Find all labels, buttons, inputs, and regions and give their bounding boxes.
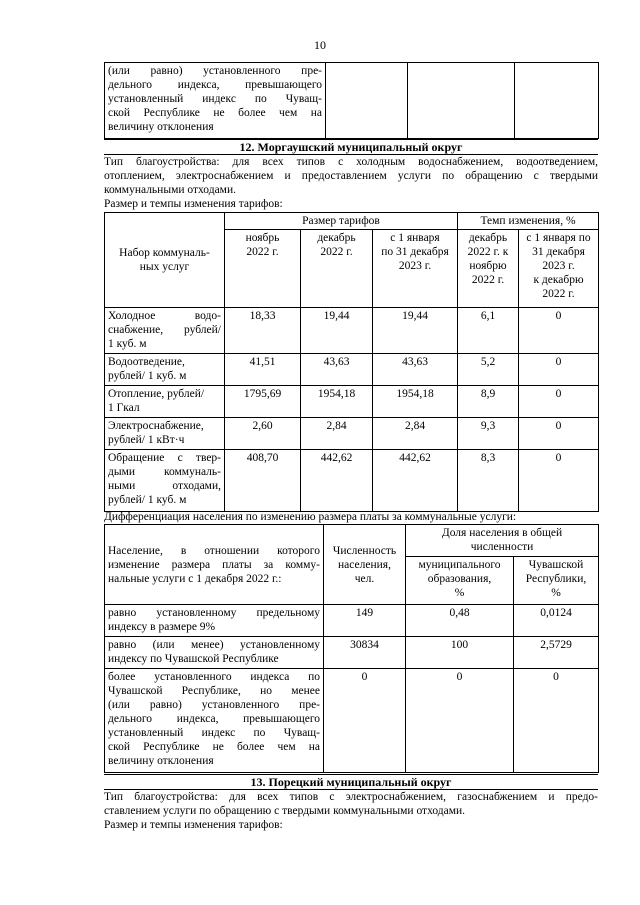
table-row — [105, 308, 599, 354]
value-chr: 0 — [514, 669, 599, 773]
value-rate-jan: 0 — [519, 450, 599, 512]
value-dec: 19,44 — [301, 308, 373, 354]
table-row — [105, 354, 599, 386]
diff-label: Дифференциация населения по изменению размера платы за коммунальные услуги: — [104, 511, 517, 523]
value-rate-jan: 0 — [519, 386, 599, 418]
header-population: Население, в отношении которого изменение размера платы за комму- нальные услуги с 1 декабря 2022 г.: — [105, 525, 324, 605]
sizes-label: Размер и темпы изменения тарифов: — [104, 819, 283, 831]
header-share-group: Доля населения в общей численности — [406, 525, 599, 557]
intro-line: Тип благоустройства: для всех типов с холодным водоснабжением, водоотведением, — [104, 156, 598, 168]
table-row — [105, 386, 599, 418]
intro-line: коммунальными отходами. — [104, 184, 236, 196]
population-name: более установленного индекса по Чувашской Республике, но менее (или равно) установленного пре- дельного индекса, превышающего установленный индекс по Чуващ- ской Республике не более чем на величину отклонения — [105, 669, 324, 773]
value-rate-jan: 0 — [519, 354, 599, 386]
table-row — [105, 450, 599, 512]
tariff-table — [104, 212, 599, 512]
service-name: Обращение с твер- дыми коммуналь- ными отходами, рублей/ 1 куб. м — [105, 450, 225, 512]
value-rate-dec: 8,3 — [458, 450, 519, 512]
intro-line: ставлением услуги по обращению с твердыми коммунальными отходами. — [104, 805, 466, 817]
service-name: Электроснабжение, рублей/ 1 кВт·ч — [105, 418, 225, 450]
value-rate-dec: 9,3 — [458, 418, 519, 450]
header-rate-group: Темп изменения, % — [458, 213, 599, 230]
empty-cell — [326, 63, 408, 139]
section-13-intro — [104, 790, 598, 832]
value-count: 149 — [324, 605, 406, 637]
value-mun: 0 — [406, 669, 514, 773]
population-table — [104, 524, 599, 773]
value-rate-dec: 5,2 — [458, 354, 519, 386]
table-row — [105, 418, 599, 450]
header-jan: с 1 января по 31 декабря 2023 г. — [373, 230, 458, 308]
top-table-text-cell — [105, 63, 326, 139]
header-rate-dec: декабрь 2022 г. к ноябрю 2022 г. — [458, 230, 519, 308]
text-line: (или равно) установленного пре- — [108, 65, 322, 77]
header-line: Набор коммуналь- — [119, 247, 210, 259]
text-line: дельного индекса, превышающего — [108, 79, 322, 91]
value-rate-jan: 0 — [519, 308, 599, 354]
value-jan: 19,44 — [373, 308, 458, 354]
value-dec: 43,63 — [301, 354, 373, 386]
value-nov: 41,51 — [225, 354, 301, 386]
sizes-label: Размер и темпы изменения тарифов: — [104, 198, 283, 210]
table-row — [105, 605, 599, 637]
value-jan: 2,84 — [373, 418, 458, 450]
service-name: Отопление, рублей/ 1 Гкал — [105, 386, 225, 418]
value-dec: 442,62 — [301, 450, 373, 512]
header-chr: Чувашской Республики, % — [514, 557, 599, 605]
value-chr: 2,5729 — [514, 637, 599, 669]
page-number: 10 — [314, 38, 326, 52]
value-jan: 43,63 — [373, 354, 458, 386]
header-size-group: Размер тарифов — [225, 213, 458, 230]
text-line: установленный индекс по Чуващ- — [108, 93, 322, 105]
header-line: ных услуг — [139, 261, 190, 273]
value-jan: 1954,18 — [373, 386, 458, 418]
value-dec: 1954,18 — [301, 386, 373, 418]
section-12-title: 12. Моргаушский муниципальный округ — [104, 139, 598, 155]
table-row — [105, 637, 599, 669]
top-continuation-table — [104, 62, 599, 139]
section-13-title: 13. Порецкий муниципальный округ — [104, 774, 598, 790]
value-count: 30834 — [324, 637, 406, 669]
empty-cell — [408, 63, 515, 139]
header-rate-jan: с 1 января по 31 декабря 2023 г. к декабрю 2022 г. — [519, 230, 599, 308]
header-service — [105, 213, 225, 308]
table-row — [105, 669, 599, 773]
header-count: Численность населения, чел. — [324, 525, 406, 605]
value-rate-jan: 0 — [519, 418, 599, 450]
population-name: равно (или менее) установленному индексу по Чувашской Республике — [105, 637, 324, 669]
value-nov: 1795,69 — [225, 386, 301, 418]
section-12-intro — [104, 155, 598, 211]
intro-line: отоплением, электроснабжением и предоставлением услуги по обращению с твердыми — [104, 170, 598, 182]
value-chr: 0,0124 — [514, 605, 599, 637]
service-name: Водоотведение, рублей/ 1 куб. м — [105, 354, 225, 386]
intro-line: Тип благоустройства: для всех типов с электроснабжением, газоснабжением и предо- — [104, 791, 598, 803]
header-nov: ноябрь 2022 г. — [225, 230, 301, 308]
service-name: Холодное водо- снабжение, рублей/ 1 куб. м — [105, 308, 225, 354]
value-mun: 100 — [406, 637, 514, 669]
empty-cell — [515, 63, 599, 139]
text-line: величину отклонения — [108, 121, 214, 133]
value-nov: 408,70 — [225, 450, 301, 512]
text-line: ской Республике не более чем на — [108, 107, 322, 119]
value-nov: 2,60 — [225, 418, 301, 450]
value-rate-dec: 6,1 — [458, 308, 519, 354]
header-mun: муниципального образования, % — [406, 557, 514, 605]
header-dec: декабрь 2022 г. — [301, 230, 373, 308]
population-name: равно установленному предельному индексу в размере 9% — [105, 605, 324, 637]
value-count: 0 — [324, 669, 406, 773]
value-dec: 2,84 — [301, 418, 373, 450]
value-jan: 442,62 — [373, 450, 458, 512]
value-nov: 18,33 — [225, 308, 301, 354]
value-rate-dec: 8,9 — [458, 386, 519, 418]
value-mun: 0,48 — [406, 605, 514, 637]
